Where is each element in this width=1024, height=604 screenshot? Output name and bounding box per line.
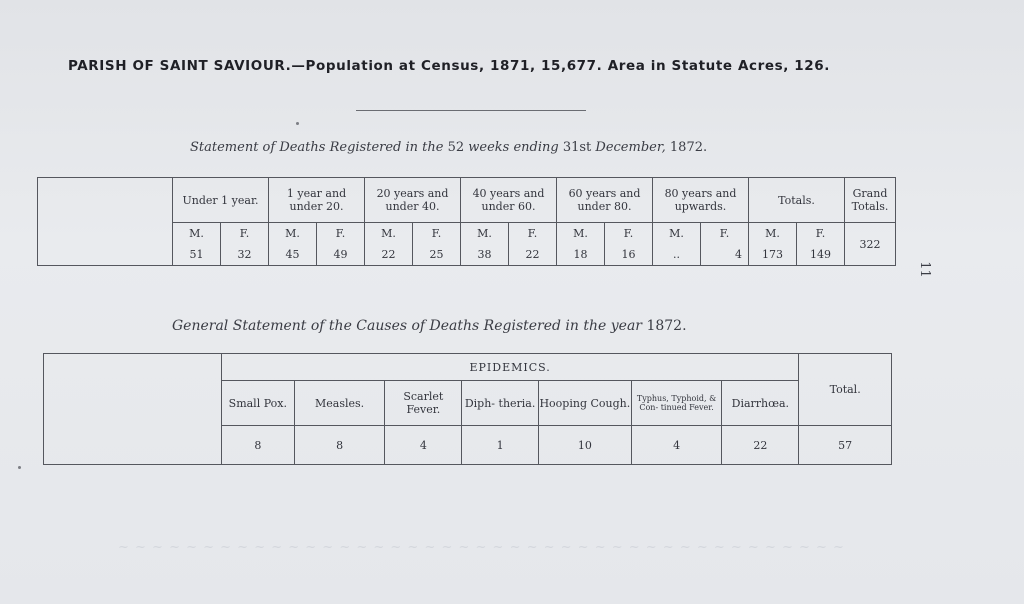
total-header: Total.	[799, 354, 892, 426]
sex-label: F.	[509, 223, 557, 244]
death-count: 18	[557, 243, 605, 266]
sex-label: M.	[749, 223, 797, 244]
death-count: 32	[221, 243, 269, 266]
sex-label: F.	[221, 223, 269, 244]
sex-label: F.	[797, 223, 845, 244]
header-60-to-80: 60 years and under 80.	[557, 178, 653, 223]
grand-total-value: 322	[845, 223, 896, 266]
sex-label: F.	[317, 223, 365, 244]
sex-label: F.	[701, 223, 749, 244]
header-typhus-fever: Typhus, Typhoid, & Con- tinued Fever.	[631, 381, 722, 426]
header-diphtheria: Diph- theria.	[462, 381, 539, 426]
sex-label: M.	[269, 223, 317, 244]
header-1-to-20: 1 year and under 20.	[269, 178, 365, 223]
death-count: 45	[269, 243, 317, 266]
header-80-upwards: 80 years and upwards.	[653, 178, 749, 223]
sex-label: M.	[173, 223, 221, 244]
header-measles: Measles.	[294, 381, 385, 426]
total-females: 149	[797, 243, 845, 266]
total-males: 173	[749, 243, 797, 266]
sex-label: F.	[605, 223, 653, 244]
death-count: 16	[605, 243, 653, 266]
sex-label: F.	[413, 223, 461, 244]
page-heading: PARISH OF SAINT SAVIOUR.—Population at Census, 1871, 15,677. Area in Statute Acres, 126.	[68, 58, 831, 74]
epidemics-header-row	[44, 354, 892, 381]
bleed-through-text: ~ ~ ~ ~ ~ ~ ~ ~ ~ ~ ~ ~ ~ ~ ~ ~ ~ ~ ~ ~ ~ ~ ~ ~ ~ ~ ~ ~ ~ ~ ~ ~ ~ ~ ~ ~ ~ ~ ~ ~ ~ ~ ~	[118, 540, 845, 555]
deaths-caption: Statement of Deaths Registered in the 52 weeks ending 31st December, 1872.	[190, 140, 708, 155]
age-header-row	[38, 178, 896, 223]
blank-cell	[44, 354, 222, 465]
causes-caption: General Statement of the Causes of Deaths Registered in the year 1872.	[172, 318, 687, 334]
death-count: 4	[701, 243, 749, 266]
cause-count: 22	[722, 426, 799, 465]
death-count: 22	[365, 243, 413, 266]
cause-count: 4	[385, 426, 462, 465]
header-scarlet-fever: Scarlet Fever.	[385, 381, 462, 426]
blank-cell	[38, 178, 173, 266]
death-count: 22	[509, 243, 557, 266]
ink-dot	[296, 122, 299, 125]
header-hooping-cough: Hooping Cough.	[539, 381, 632, 426]
sex-label: M.	[557, 223, 605, 244]
header-diarrhoea: Diarrhœa.	[722, 381, 799, 426]
cause-count: 8	[294, 426, 385, 465]
header-totals: Totals.	[749, 178, 845, 223]
header-40-to-60: 40 years and under 60.	[461, 178, 557, 223]
separator-rule	[356, 110, 586, 111]
cause-count: 4	[631, 426, 722, 465]
sex-label: M.	[461, 223, 509, 244]
death-count: 38	[461, 243, 509, 266]
cause-count: 1	[462, 426, 539, 465]
death-count: ..	[653, 243, 701, 266]
deaths-by-age-table	[37, 177, 896, 266]
cause-count: 10	[539, 426, 632, 465]
ink-dot	[18, 466, 21, 469]
death-count: 51	[173, 243, 221, 266]
causes-of-death-table	[43, 353, 892, 465]
header-small-pox: Small Pox.	[221, 381, 294, 426]
death-count: 25	[413, 243, 461, 266]
header-grand-totals: Grand Totals.	[845, 178, 896, 223]
epidemics-header: EPIDEMICS.	[221, 354, 798, 381]
cause-total: 57	[799, 426, 892, 465]
sex-label: M.	[653, 223, 701, 244]
death-count: 49	[317, 243, 365, 266]
header-20-to-40: 20 years and under 40.	[365, 178, 461, 223]
sex-label: M.	[365, 223, 413, 244]
cause-count: 8	[221, 426, 294, 465]
page-number: 11	[916, 261, 932, 278]
header-under-1: Under 1 year.	[173, 178, 269, 223]
